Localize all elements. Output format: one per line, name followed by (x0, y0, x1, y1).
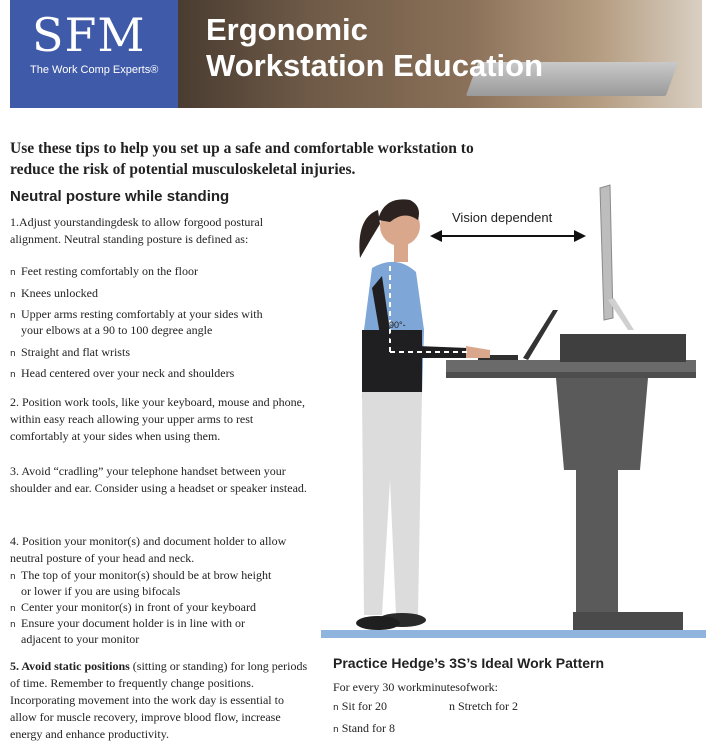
logo (10, 0, 178, 108)
desk-foot (573, 612, 683, 630)
tip1-bullet: n Upper arms resting comfortably at your sides with (10, 307, 263, 321)
person-pants (362, 392, 422, 615)
header-banner (10, 0, 702, 108)
tip5-text: 5. Avoid static positions (sitting or standing) for long periods of time. Remember to frequently change positions. Incorporating movement into the work day is essential to allow for muscle recovery, improve blood flow, increase energy and enhance productivity. (10, 659, 308, 741)
angle-label: 90°- 100° (389, 320, 408, 341)
tip4-bullet-cont: or lower if you are using bifocals (21, 584, 181, 598)
tip1-text: 1.Adjust yourstandingdesk to allow forgood postural alignment. Neutral standing posture is defined as: (10, 215, 264, 246)
desk-column (556, 378, 648, 620)
page-title-line2: Workstation Education (206, 48, 544, 83)
tip4-bullet: n The top of your monitor(s) should be at brow height (10, 568, 272, 582)
standing-desk-illustration (318, 180, 710, 650)
tip4-text: 4. Position your monitor(s) and document holder to allow neutral posture of your head and neck. (10, 534, 287, 565)
practice-sit: n Sit for 20 (333, 699, 388, 713)
tip1-bullet-cont: your elbows at a 90 to 100 degree angle (21, 323, 213, 337)
tip4-bullet: n Ensure your document holder is in line with or (10, 616, 245, 630)
tip1-bullet: n Head centered over your neck and shoulders (10, 366, 235, 380)
section-title: Neutral posture while standing (10, 188, 230, 205)
tip1-bullet: n Knees unlocked (10, 286, 98, 300)
practice-title: Practice Hedge’s 3S’s Ideal Work Pattern (333, 655, 605, 671)
practice-stretch: n Stretch for 2 (449, 699, 518, 713)
practice-stand: n Stand for 8 (333, 721, 396, 735)
monitor-riser (560, 334, 686, 362)
logo-tagline: The Work Comp Experts® (30, 64, 159, 76)
tip3-text: 3. Avoid “cradling” your telephone handset between your shoulder and ear. Consider using a headset or speaker instead. (10, 464, 307, 495)
tip2-text: 2. Position work tools, like your keyboard, mouse and phone, within easy reach allowing your upper arms to rest comfortably at your sides when using them. (10, 395, 305, 443)
tip4-bullet: n Center your monitor(s) in front of your keyboard (10, 600, 256, 614)
intro-text: Use these tips to help you set up a safe and comfortable workstation to reduce the risk of potential musculoskeletal injuries. (10, 140, 474, 178)
tip4-bullet-cont: adjacent to your monitor (21, 632, 140, 646)
logo-text: SFM (32, 8, 146, 62)
floor-mat (321, 630, 706, 638)
practice-subtitle: For every 30 workminutesofwork: (333, 680, 498, 694)
tip1-bullet: n Feet resting comfortably on the floor (10, 264, 198, 278)
tip1-bullet: n Straight and flat wrists (10, 345, 130, 359)
tablet (523, 310, 558, 360)
vision-label: Vision dependent (452, 210, 553, 225)
page-title-line1: Ergonomic (206, 12, 368, 47)
